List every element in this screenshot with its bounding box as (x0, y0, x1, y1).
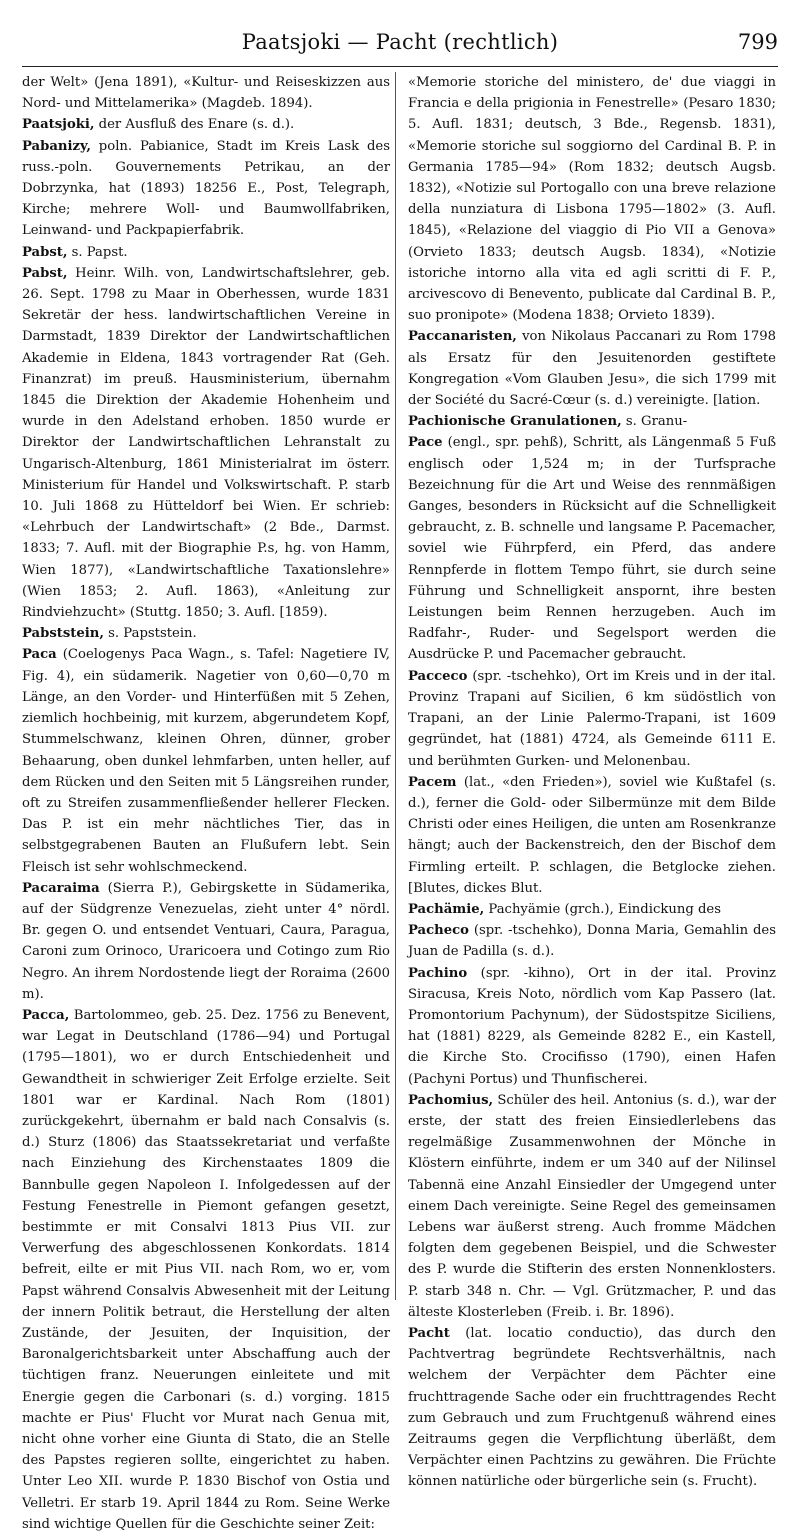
entry-headword: Paca (22, 647, 57, 663)
entry-text: Bartolommeo, geb. 25. Dez. 1756 zu Benevent, war Legat in Deutschland (1786—94) und Portugal (1795—1801), wo er durch Entschiedenheit und Gewandtheit in schwieriger Zeit Erfolge erzielte. Seit 1801 war er Kardinal. Nach Rom (1801) zurückgekehrt, übernahm er bald nach Consalvis (s. d.) Sturz (1806) das Staatssekretariat und verfaßte nach Einziehung des Kirchenstaates 1809 die Bannbulle gegen Napoleon I. Infolgedessen auf der Festung Fenestrelle in Piemont gefangen gesetzt, bestimmte er mit Consalvi 1813 Pius VII. zur Verwerfung des abgeschlossenen Konkordats. 1814 befreit, eilte er mit Pius VII. nach Rom, wo er, vom Papst während Consalvis Abwesenheit mit der Leitung der innern Politik betraut, die Herstellung der alten Zustände, der Jesuiten, der Inquisition, der Baronalgerichtsbarkeit unter Abschaffung auch der tüchtigen franz. Neuerungen einleitete und mit Energie gegen die Carbonari (s. d.) vorging. 1815 machte er Pius' Flucht vor Murat nach Genua mit, nicht ohne vorher eine Giunta di Stato, die an Stelle des Papstes regieren sollte, eingerichtet zu haben. Unter Leo XII. wurde P. 1830 Bischof von Ostia und Velletri. Er starb 19. April 1844 zu Rom. Seine Werke sind wichtige Quellen für die Geschichte seiner Zeit: (22, 1007, 390, 1532)
entry-headword: Pacceco (408, 668, 468, 684)
entry-pacem (408, 772, 776, 899)
entry-text: s. Papst. (67, 244, 128, 260)
entry-paatsjoki (22, 114, 390, 135)
entry-pabst-heinrich (22, 263, 390, 623)
entry-paca (22, 644, 390, 877)
entry-headword: Pabanizy, (22, 138, 91, 154)
header-rule (22, 66, 778, 67)
entry-text: (spr. -kihno), Ort in der ital. Provinz Siracusa, Kreis Noto, nördlich vom Kap Passero (lat. Promontorium Pachynum), der Südostspitze Siciliens, hat (1881) 8229, als Gemeinde 8282 E., ein Kastell, die Kirche Sto. Crocifisso (1790), einen Hafen (Pachyni Portus) und Thunfischerei. (408, 965, 776, 1087)
entry-pabanizy (22, 136, 390, 242)
entry-text: Heinr. Wilh. von, Landwirtschaftslehrer, geb. 26. Sept. 1798 zu Maar in Oberhessen, wurde 1831 Sekretär der hess. landwirtschaftlichen Vereine in Darmstadt, 1839 Direktor der Landwirtschaftlichen Akademie in Eldena, 1843 vortragender Rat (Geh. Finanzrat) im preuß. Hausministerium, übernahm 1845 die Direktion der Akademie Hohenheim und wurde in den Adelstand erhoben. 1850 wurde er Direktor der Landwirtschaftlichen Lehranstalt zu Ungarisch-Altenburg, 1861 Ministerialrat im österr. Ministerium für Handel und Volkswirtschaft. P. starb 10. Juli 1868 zu Hütteldorf bei Wien. Er schrieb: «Lehrbuch der Landwirtschaft» (2 Bde., Darmst. 1833; 7. Aufl. mit der Biographie P.s, hg. von Hamm, Wien 1877), «Landwirtschaftliche Taxationslehre» (Wien 1853; 2. Aufl. 1863), «Anleitung zur Rindviehzucht» (Stuttg. 1850; 3. Aufl. [1859). (22, 265, 390, 621)
entry-text: (spr. -tschehko), Donna Maria, Gemahlin des Juan de Padilla (s. d.). (408, 923, 776, 960)
entry-pacheco (408, 920, 776, 962)
entry-text: von Nikolaus Paccanari zu Rom 1798 als Ersatz für den Jesuitenorden gestiftete Kongregation «Vom Glauben Jesu», die sich 1799 mit der Société du Sacré-Cœur (s. d.) vereinigte. [lation. (408, 329, 776, 409)
entry-headword: Paccanaristen, (408, 329, 517, 345)
entry-pace (408, 432, 776, 665)
entry-continuation (22, 72, 390, 114)
entry-text: s. Papststein. (103, 626, 197, 642)
entry-text: (Sierra P.), Gebirgskette in Südamerika, auf der Südgrenze Venezuelas, zieht unter 4° nördl. Br. gegen O. und entsendet Ventuari, Caura, Paragua, Caroni zum Orinoco, Uraricoera und Cotingo zum Rio Negro. An ihrem Nordostende liegt der Roraima (2600 m). (22, 880, 390, 1002)
running-head: Paatsjoki — Pacht (rechtlich) (241, 30, 559, 54)
page-header (22, 28, 778, 58)
entry-headword: Paatsjoki, (22, 117, 95, 133)
entry-text: (lat., «den Frieden»), soviel wie Kußtafel (s. d.), ferner die Gold- oder Silbermünze mit dem Bilde Christi oder eines Heiligen, die unten am Rosenkranze hängt; auch der Backenstreich, den der Bischof dem Firmling erteilt. P. schlagen, die Betglocke ziehen. [Blutes, dickes Blut. (408, 774, 776, 896)
entry-continuation (408, 72, 776, 326)
entry-text: «Memorie storiche del ministero, de' due viaggi in Francia e della prigionia in Fenestrelle» (Pesaro 1830; 5. Aufl. 1831; deutsch, 3 Bde., Regensb. 1831), «Memorie storiche sul soggiorno del Cardinal B. P. in Germania 1785—94» (Rom 1832; deutsch Augsb. 1832), «Notizie sul Portogallo con una breve relazione della nunziatura di Lisbona 1795—1802» (3. Aufl. 1845), «Relazione del viaggio di Pio VII a Genova» (Orvieto 1833; deutsch Augsb. 1834), «Notizie istoriche intorno alla vita ed agli scritti di F. P., arcivescovo di Benevento, publicate dal Cardinal B. P., suo pronipote» (Modena 1838; Orvieto 1839). (408, 75, 776, 324)
entry-headword: Pachämie, (408, 901, 485, 917)
entry-text: der Ausfluß des Enare (s. d.). (94, 117, 295, 133)
entry-headword: Pabst, (22, 244, 68, 260)
entry-pachaemie (408, 899, 776, 920)
page-number: 799 (737, 30, 778, 54)
entry-pachionische-granulationen (408, 411, 776, 432)
entry-text: Schüler des heil. Antonius (s. d.), war der erste, der statt des freien Einsiedlerlebens das regelmäßige Zusammenwohnen der Mönche in Klöstern einführte, indem er um 340 auf der Nilinsel Tabennä eine Anzahl Einsiedler der Umgegend unter einem Dach vereinigte. Seine Regel des gemeinsamen Lebens war äußerst streng. Auch fromme Mädchen folgten dem gegebenen Beispiel, und die Schwester des P. wurde die Stifterin des ersten Nonnenklosters. P. starb 348 n. Chr. — Vgl. Grützmacher, P. und das älteste Klosterleben (Freib. i. Br. 1896). (408, 1092, 776, 1320)
entry-headword: Pacca, (22, 1007, 70, 1023)
entry-pabst-ref (22, 242, 390, 263)
entry-text: der Welt» (Jena 1891), «Kultur- und Reiseskizzen aus Nord- und Mittelamerika» (Magdeb. 1894). (22, 75, 390, 112)
entry-text: (spr. -tschehko), Ort im Kreis und in der ital. Provinz Trapani auf Sicilien, 6 km südöstlich von Trapani, an der Linie Palermo-Trapani, ist 1609 gegründet, hat (1881) 4724, als Gemeinde 6111 E. und berühmten Gurken- und Melonenbau. (408, 668, 776, 769)
entry-headword: Pacheco (408, 923, 469, 939)
entry-paccanaristen (408, 326, 776, 411)
right-column (408, 72, 776, 1490)
entry-pacht (408, 1323, 776, 1493)
entry-pacceco (408, 666, 776, 772)
entry-headword: Pabst, (22, 265, 68, 281)
entry-text: (engl., spr. pehß), Schritt, als Längenmaß 5 Fuß englisch oder 1,524 m; in der Turfsprache Bezeichnung für die Art und Weise des rennmäßigen Ganges, besonders in Rücksicht auf die Schnelligkeit gebraucht, z. B. schnelle und langsame P. Pacemacher, soviel wie Führpferd, ein Pferd, das anderе Rennpferde in flottem Tempo führt, sie durch seine Führung und Schnelligkeit anspornt, ihre besten Leistungen beim Rennen herzugeben. Auch im Radfahr-, Ruder- und Segelsport werden die Ausdrücke P. und Pacemacher gebraucht. (408, 435, 776, 663)
entry-pachomius (408, 1090, 776, 1323)
entry-headword: Pacaraima (22, 880, 100, 896)
entry-pabststein (22, 623, 390, 644)
entry-headword: Pace (408, 435, 443, 451)
entry-headword: Pacht (408, 1325, 450, 1341)
column-divider (395, 72, 396, 1300)
left-column (22, 72, 390, 1532)
entry-pacca (22, 1005, 390, 1535)
entry-headword: Pachionische Granulationen, (408, 414, 622, 430)
entry-headword: Pachino (408, 965, 468, 981)
entry-headword: Pacem (408, 774, 457, 790)
entry-pacaraima (22, 878, 390, 1005)
entry-text: poln. Pabianice, Stadt im Kreis Lask des russ.-poln. Gouvernements Petrikau, an der Dobrzynka, hat (1893) 18256 E., Post, Telegraph, Kirche; mehrere Woll- und Baumwollfabriken, Leinwand- und Packpapierfabrik. (22, 138, 390, 239)
entry-headword: Pabststein, (22, 626, 104, 642)
entry-text: (Coelogenys Paca Wagn., s. Tafel: Nagetiere IV, Fig. 4), ein südamerik. Nagetier von 0,60—0,70 m Länge, an den Vorder- und Hinterfüßen mit 5 Zehen, ziemlich hochbeinig, mit kurzem, abgerundetem Kopf, Stummelschwanz, kleinen Ohren, dünner, grober Behaarung, oben dunkel lehmfarben, unten heller, auf dem Rücken und den Seiten mit 5 Längsreihen runder, oft zu Streifen zusammenfließender hellerer Flecken. Das P. ist ein mehr nächtliches Tier, das in selbstgegrabenen Bauten an Flußufern lebt. Sein Fleisch ist sehr wohlschmeckend. (22, 647, 390, 875)
entry-headword: Pachomius, (408, 1092, 494, 1108)
entry-text: s. Granu- (621, 414, 688, 430)
entry-text: Pachyämie (grch.), Eindickung des (484, 901, 721, 917)
entry-text: (lat. locatio conductio), das durch den Pachtvertrag begründete Rechtsverhältnis, nach welchem der Verpächter dem Pächter eine fruchttragende Sache oder ein fruchttragendes Recht zum Gebrauch und zum Fruchtgenuß während eines Zeitraums gegen die Verpflichtung überläßt, dem Verpächter einen Pachtzins zu gewähren. Die Früchte können natürliche oder bürgerliche sein (s. Frucht). (408, 1325, 776, 1490)
entry-pachino (408, 963, 776, 1090)
